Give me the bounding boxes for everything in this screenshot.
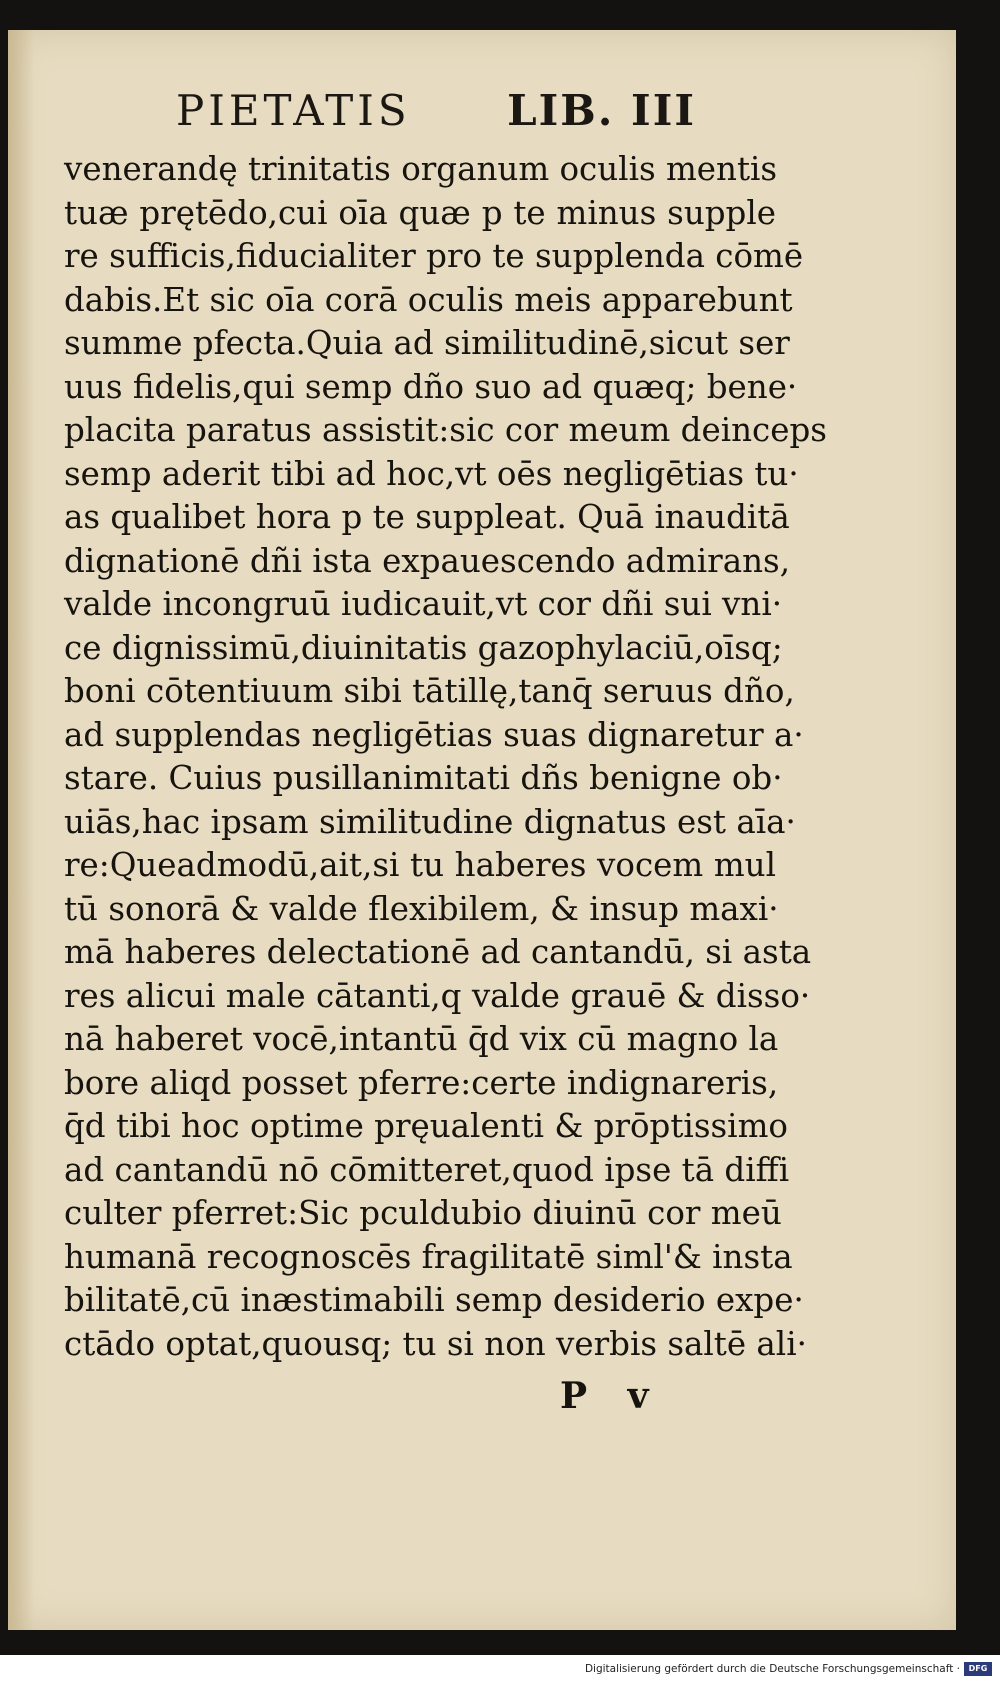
body-text <box>64 148 827 1366</box>
text-line: tū sonorā & valde flexibilem, & insup maxi· <box>64 889 779 928</box>
text-line: bilitatē,cū inæstimabili semp desiderio expe· <box>64 1281 804 1319</box>
text-line: mā haberes delectationē ad cantandū, si asta <box>64 933 812 971</box>
text-line: valde incongruū iudicauit,vt cor dñi sui vni· <box>64 585 783 623</box>
text-line: tuæ prętēdo,cui oīa quæ p te minus supple <box>64 193 776 232</box>
text-line: bore aliqd posset pferre:certe indignareris, <box>64 1063 779 1102</box>
text-line: uus fidelis,qui semp dño suo ad quæq; bene· <box>64 367 798 406</box>
text-line: as qualibet hora p te suppleat. Quā inauditā <box>64 498 790 536</box>
running-title: PIETATIS <box>176 86 411 135</box>
text-line: semp aderit tibi ad hoc,vt oēs negligētias tu· <box>64 454 799 493</box>
text-line: culter pferret:Sic pculdubio diuinū cor meū <box>64 1194 782 1232</box>
text-line: dignationē dñi ista expauescendo admirans, <box>64 541 791 580</box>
text-line: ad cantandū nō cōmitteret,quod ipse tā diffi <box>64 1150 790 1189</box>
text-line: re sufficis,fiducialiter pro te supplenda cōmē <box>64 237 804 275</box>
text-line: q̄d tibi hoc optime pręualenti & prōptissimo <box>64 1107 788 1145</box>
text-line: dabis.Et sic oīa corā oculis meis apparebunt <box>64 280 793 319</box>
text-line: res alicui male cātanti,q valde grauē & disso· <box>64 976 811 1015</box>
digitization-footer <box>0 1655 1000 1686</box>
text-line: re:Queadmodū,ait,si tu haberes vocem mul <box>64 846 776 884</box>
text-line: humanā recognoscēs fragilitatē siml'& insta <box>64 1237 793 1276</box>
text-line: placita paratus assistit:sic cor meum deinceps <box>64 411 827 449</box>
text-line: ctādo optat,quousq; tu si non verbis saltē ali· <box>64 1324 807 1363</box>
funding-credit: Digitalisierung gefördert durch die Deutsche Forschungsgemeinschaft · <box>584 1663 960 1675</box>
book-number: LIB. III <box>507 86 696 135</box>
text-line: uiās,hac ipsam similitudine dignatus est aīa· <box>64 802 796 841</box>
text-line: boni cōtentiuum sibi tātillę,tanq̄ seruus dño, <box>64 672 795 710</box>
text-line: stare. Cuius pusillanimitati dñs benigne ob· <box>64 759 783 797</box>
signature-mark: P v <box>560 1375 663 1417</box>
text-line: summe pfecta.Quia ad similitudinē,sicut ser <box>64 324 790 362</box>
running-header <box>176 86 696 146</box>
text-line: ce dignissimū,diuinitatis gazophylaciū,oīsq; <box>64 628 783 667</box>
text-line: venerandę trinitatis organum oculis mentis <box>64 150 778 188</box>
text-line: ad supplendas negligētias suas dignaretur a· <box>64 715 804 754</box>
text-line: nā haberet vocē,intantū q̄d vix cū magno la <box>64 1020 779 1058</box>
page-gutter-shadow <box>8 30 34 1630</box>
dfg-logo: DFG <box>964 1662 992 1676</box>
